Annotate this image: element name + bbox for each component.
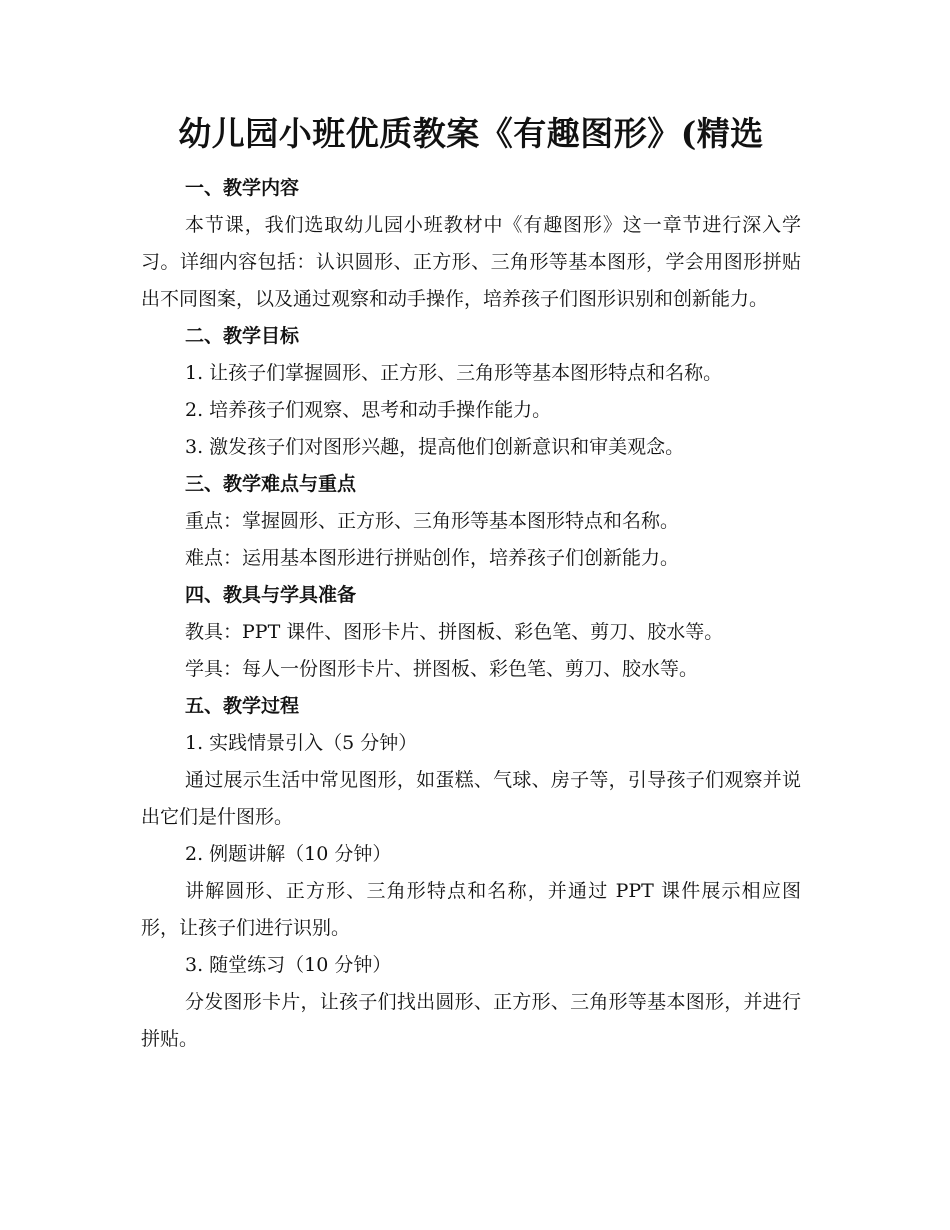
goal-item: 2. 培养孩子们观察、思考和动手操作能力。 [185, 399, 552, 421]
process-step-text: 分发图形卡片，让孩子们找出圆形、正方形、三角形等基本图形，并进行拼贴。 [141, 991, 801, 1050]
process-step-text: 通过展示生活中常见图形，如蛋糕、气球、房子等，引导孩子们观察并说出它们是什图形。 [141, 769, 801, 828]
key-point-difficulty: 难点：运用基本图形进行拼贴创作，培养孩子们创新能力。 [185, 547, 680, 569]
content-paragraph: 本节课，我们选取幼儿园小班教材中《有趣图形》这一章节进行深入学习。详细内容包括：认识圆形、正方形、三角形等基本图形，学会用图形拼贴出不同图案，以及通过观察和动手操作，培养孩子们图形识别和创新能力。 [141, 214, 801, 310]
section-heading-process: 五、教学过程 [185, 695, 300, 717]
goal-item: 1. 让孩子们掌握圆形、正方形、三角形等基本图形特点和名称。 [185, 362, 723, 384]
key-point-focus: 重点：掌握圆形、正方形、三角形等基本图形特点和名称。 [185, 510, 680, 532]
document-body [141, 112, 801, 1058]
process-step-title: 2. 例题讲解（10 分钟） [185, 843, 392, 865]
section-heading-goals: 二、教学目标 [185, 325, 300, 347]
materials-student: 学具：每人一份图形卡片、拼图板、彩色笔、剪刀、胶水等。 [185, 658, 699, 680]
materials-teacher: 教具：PPT 课件、图形卡片、拼图板、彩色笔、剪刀、胶水等。 [185, 621, 724, 643]
section-heading-content: 一、教学内容 [185, 177, 300, 199]
process-step-text: 讲解圆形、正方形、三角形特点和名称，并通过 PPT 课件展示相应图形，让孩子们进行识别。 [141, 880, 801, 939]
goal-item: 3. 激发孩子们对图形兴趣，提高他们创新意识和审美观念。 [185, 436, 685, 458]
process-step-title: 1. 实践情景引入（5 分钟） [185, 732, 418, 754]
document-title: 幼儿园小班优质教案《有趣图形》(精选 [178, 114, 764, 153]
section-heading-materials: 四、教具与学具准备 [185, 584, 357, 606]
process-step-title: 3. 随堂练习（10 分钟） [185, 954, 392, 976]
section-heading-key-points: 三、教学难点与重点 [185, 473, 357, 495]
